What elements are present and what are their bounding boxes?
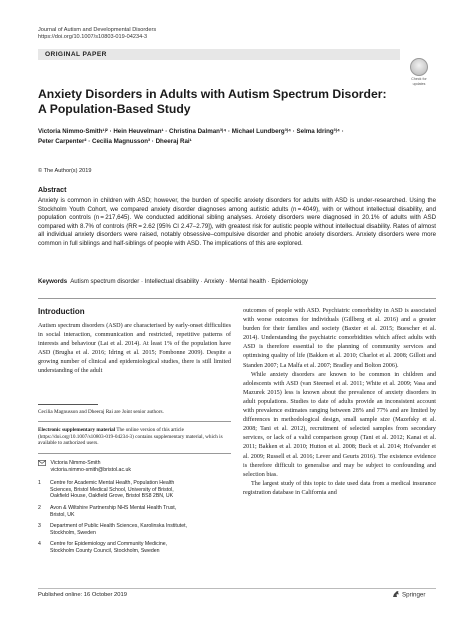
footer-divider [38,588,436,589]
affiliation-line: Stockholm County Council, Stockholm, Sweden [50,547,160,554]
esm-label: Electronic supplementary material [38,427,116,433]
check-for-updates-line2: updates [412,82,426,86]
copyright-notice: © The Author(s) 2019 [38,168,92,174]
contact-name: Victoria Nimmo-Smith [50,460,101,466]
journal-header [38,27,156,42]
affiliation-2 [38,505,231,518]
footnote-rule [38,404,98,405]
article-title [38,87,418,117]
affiliation-line: Centre for Academic Mental Health, Population Health [50,480,175,486]
affiliation-line: Avon & Wiltshire Partnership NHS Mental Health Trust, [50,505,177,511]
keywords-label: Keywords [38,278,68,285]
affiliation-line: Stockholm, Sweden [50,529,96,536]
affiliation-line: Centre for Epidemiology and Community Medicine, [50,541,168,547]
check-for-updates-icon [410,58,428,76]
springer-horse-icon [392,590,400,600]
author-list [38,127,438,147]
envelope-icon [38,460,46,469]
authors-line1[interactable]: Victoria Nimmo-Smith¹ʲ² · Hein Heuvelman¹ · Christina Dalman³ʲ⁴ · Michael Lundberg³ʲ⁴ · Selma Idring³ʲ⁴ · [38,128,344,135]
footnote-divider [38,421,231,422]
published-online-date: Published online: 16 October 2019 [38,592,127,598]
affiliation-number: 3 [38,523,41,529]
article-type-banner: ORIGINAL PAPER [38,49,400,60]
check-for-updates-line1: Check for [411,77,427,81]
journal-doi[interactable]: https://doi.org/10.1007/s10803-019-04234-3 [38,34,148,41]
keywords-text: Autism spectrum disorder · Intellectual disability · Anxiety · Mental health · Epidemiology [70,278,308,285]
affiliation-number: 2 [38,505,41,511]
affiliation-line: Bristol, UK [50,511,75,518]
supplementary-material-note [38,427,231,447]
left-column [38,322,231,377]
esm-text[interactable]: The online version of this article (https://doi.org/10.1007/s10803-019-04234-3) contains supplementary material, which is available to authorized users. [38,427,223,447]
right-column [243,307,436,498]
keywords [38,278,436,286]
intro-paragraph-3: While anxiety disorders are known to be common in children and adolescents with ASD (van Steensel et al. 2011; White et al. 2009; Vasa and Mazurek 2015) less is known about the prevalence of anxiety disorders in adult populations. Studies to date of adults provide an inconsistent account with prevalence estimates ranging between 28% and 77% and are limited by differences in methodological design, small sample size (Mazefsky et al. 2008; Tani et al. 2012), recruitment of selected samples from secondary services, or lack of a valid comparison group (Tani et al. 2012; Kanai et al. 2011; Bakken et al. 2010; Hutton et al. 2008; Buck et al. 2014; Hofvander et al. 2009; Russell et al. 2016; Lever and Geurts 2016). The existence evidence is therefore difficult to generalise and may be subject to confounding and selection bias. [243,371,436,478]
springer-name: Springer [402,591,426,599]
affiliation-line: Department of Public Health Sciences, Karolinska Institutet, [50,523,187,529]
intro-paragraph-4: The largest study of this topic to date used data from a medical insurance registration database in California and [243,480,436,496]
joint-authors-note: Cecilia Magnusson and Dheeraj Rai are Joint senior authors. [38,409,164,415]
section-divider [38,298,436,299]
introduction-heading: Introduction [38,307,85,316]
affiliation-line: Sciences, Bristol Medical School, University of Bristol, [50,486,174,493]
abstract-heading: Abstract [38,187,67,194]
affiliation-number: 4 [38,541,41,547]
springer-logo[interactable] [392,590,425,600]
affiliation-line: Oakfield House, Oakfield Grove, Bristol BS8 2BN, UK [50,493,174,500]
intro-paragraph-2: outcomes of people with ASD. Psychiatric comorbidity in ASD is associated with worse outcomes for individuals (Gillberg et al. 2016) and a greater burden for their families and society (Baxter et al. 2015; Buescher et al. 2014). Understanding the psychiatric comorbidities which affect adults with ASD is therefore essential to the planning of community services and optimising quality of life (Bakken et al. 2010; Charlot et al. 2008; Gillott and Standen 2007; La Malfa et al. 2007; Bradley and Bolton 2006). [243,308,436,369]
title-line2: A Population-Based Study [38,102,191,116]
affiliation-3 [38,523,231,536]
corresponding-author [38,460,231,473]
intro-paragraph-1: Autism spectrum disorders (ASD) are characterised by early-onset difficulties in social interaction, communication and restricted, repetitive patterns of interests and behaviour (Lai et al. 2014). At least 1% of the population have ASD (Brugha et al. 2016; Idring et al. 2015; Fombonne 2009). Despite a growing number of clinical and epidemiological studies, there is still limited understanding of the adult [38,323,231,375]
contact-email[interactable]: victoria.nimmo-smith@bristol.ac.uk [50,466,131,473]
affiliation-1 [38,480,231,500]
affiliation-4 [38,541,231,554]
footnote-divider-2 [38,453,231,454]
journal-name: Journal of Autism and Developmental Disorders [38,27,157,33]
abstract-body: Anxiety is common in children with ASD; however, the burden of specific anxiety disorders for adults with ASD is under-researched. Using the Stockholm Youth Cohort, we compared anxiety disorder diagnoses among autistic adults (n = 4049), with or without intellectual disability, and population controls (n = 217,645). We conducted additional sibling analyses. Anxiety disorders were diagnosed in 20.1% of adults with ASD compared with 8.7% of controls (RR = 2.62 [95% CI 2.47–2.79]), with greatest risk for autistic people without intellectual disability. Rates of almost all individual anxiety disorders were raised, notably obsessive–compulsive disorder and phobic anxiety disorders. Anxiety disorders were more common in full siblings and half-siblings of people with ASD. The implications of this are explored. [38,197,436,247]
check-for-updates-button[interactable] [404,58,434,86]
authors-line2[interactable]: Peter Carpenter² · Cecilia Magnusson³ · Dheeraj Rai¹ [38,138,192,145]
title-line1: Anxiety Disorders in Adults with Autism Spectrum Disorder: [38,87,387,101]
affiliation-number: 1 [38,480,41,486]
